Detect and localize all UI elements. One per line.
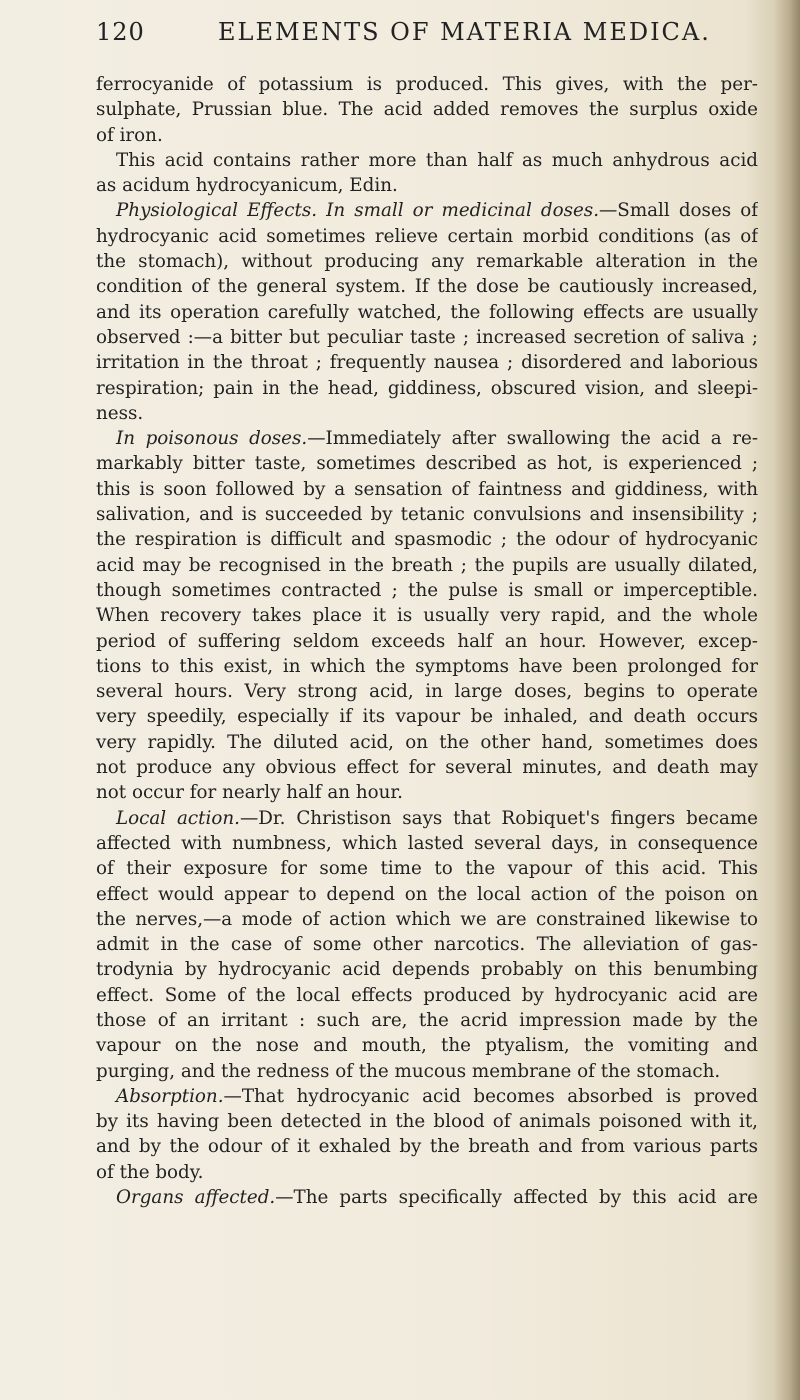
text-line: the respiration is difficult and spasmodic ; the odour of hydrocyanic [96, 529, 758, 551]
text-line: This acid contains rather more than half as much anhydrous acid [116, 149, 758, 171]
text-line: respiration; pain in the head, giddiness, obscured vision, and sleepi- [96, 377, 758, 399]
page-number: 120 [96, 18, 145, 46]
text-line: markably bitter taste, sometimes described as hot, is experienced ; [96, 453, 758, 475]
text-line: Local action.—Dr. Christison says that Robiquet's fingers became [116, 807, 758, 829]
text-line: very speedily, especially if its vapour be inhaled, and death occurs [96, 706, 758, 728]
page-edge-shadow [774, 0, 800, 1400]
text-line: those of an irritant : such are, the acrid impression made by the [96, 1009, 758, 1031]
text-line: not produce any obvious effect for several minutes, and death may [96, 757, 758, 779]
text-line: very rapidly. The diluted acid, on the other hand, sometimes does [96, 731, 758, 753]
text-line: and its operation carefully watched, the following effects are usually [96, 301, 758, 323]
text-line: not occur for nearly half an hour. [96, 782, 403, 804]
text-line: ness. [96, 402, 144, 424]
text-line: salivation, and is succeeded by tetanic convulsions and insensibility ; [96, 504, 758, 526]
text-line: and by the odour of it exhaled by the breath and from various parts [96, 1136, 758, 1158]
text-line: hydrocyanic acid sometimes relieve certain morbid conditions (as of [96, 225, 758, 247]
text-line: vapour on the nose and mouth, the ptyalism, the vomiting and [96, 1035, 758, 1057]
body-text [96, 72, 758, 1210]
running-title: ELEMENTS OF MATERIA MEDICA. [218, 18, 711, 46]
text-line: irritation in the throat ; frequently nausea ; disordered and laborious [96, 352, 758, 374]
text-line: When recovery takes place it is usually very rapid, and the whole [96, 605, 758, 627]
text-line: observed :—a bitter but peculiar taste ; increased secretion of saliva ; [96, 326, 758, 348]
text-line: purging, and the redness of the mucous membrane of the stomach. [96, 1060, 721, 1082]
text-line: this is soon followed by a sensation of faintness and giddiness, with [96, 478, 758, 500]
text-line: as acidum hydrocyanicum, Edin. [96, 175, 398, 197]
text-line: acid may be recognised in the breath ; the pupils are usually dilated, [96, 554, 758, 576]
text-line: the stomach), without producing any remarkable alteration in the [96, 251, 758, 273]
text-line: Physiological Effects. In small or medicinal doses.—Small doses of [116, 200, 758, 222]
text-line: of iron. [96, 124, 163, 146]
text-line: though sometimes contracted ; the pulse is small or imperceptible. [96, 579, 758, 601]
text-line: tions to this exist, in which the symptoms have been prolonged for [96, 655, 758, 677]
text-line: In poisonous doses.—Immediately after swallowing the acid a re- [116, 428, 758, 450]
text-line: admit in the case of some other narcotics. The alleviation of gas- [96, 934, 758, 956]
text-line: of the body. [96, 1161, 204, 1183]
text-line: several hours. Very strong acid, in large doses, begins to operate [96, 681, 758, 703]
text-line: the nerves,—a mode of action which we are constrained likewise to [96, 908, 758, 930]
text-line: effect would appear to depend on the local action of the poison on [96, 883, 758, 905]
text-line: sulphate, Prussian blue. The acid added removes the surplus oxide [96, 99, 758, 121]
text-line: effect. Some of the local effects produced by hydrocyanic acid are [96, 984, 758, 1006]
page-header [96, 18, 756, 50]
text-line: ferrocyanide of potassium is produced. This gives, with the per- [96, 74, 758, 95]
text-line: period of suffering seldom exceeds half an hour. However, excep- [96, 630, 758, 652]
text-line: condition of the general system. If the dose be cautiously increased, [96, 276, 758, 298]
text-line: affected with numbness, which lasted several days, in consequence [96, 832, 758, 854]
text-line: of their exposure for some time to the vapour of this acid. This [96, 858, 758, 880]
text-line: trodynia by hydrocyanic acid depends probably on this benumbing [96, 959, 758, 981]
text-line: by its having been detected in the blood of animals poisoned with it, [96, 1111, 758, 1133]
text-line: Organs affected.—The parts specifically affected by this acid are [116, 1187, 758, 1209]
text-line: Absorption.—That hydrocyanic acid becomes absorbed is proved [116, 1085, 758, 1107]
